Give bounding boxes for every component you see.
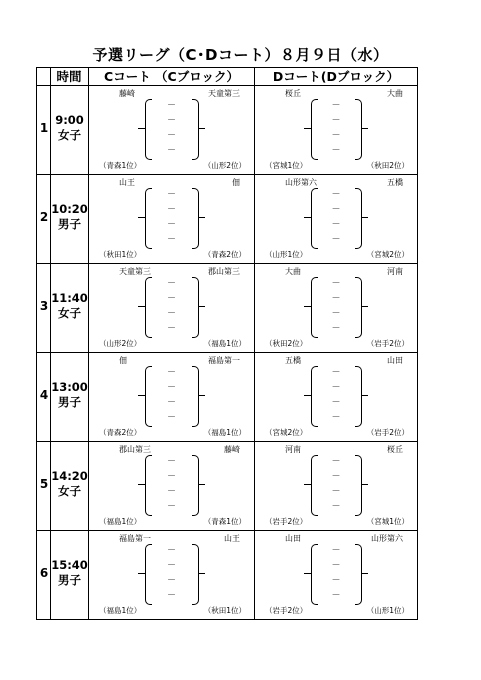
bracket-tick <box>361 128 368 129</box>
score-dash: － <box>331 383 341 393</box>
header-court-c: Cコート （Cブロック） <box>104 69 239 84</box>
right-bracket <box>192 99 199 160</box>
match-time: 11:40 <box>51 291 88 305</box>
divider <box>37 441 417 442</box>
divider <box>88 68 89 619</box>
team-seed: （秋田1位） <box>203 606 246 615</box>
score-dash: － <box>166 116 176 126</box>
match-gender: 女子 <box>58 128 81 142</box>
bracket-tick <box>304 217 311 218</box>
team-seed: （山形2位） <box>203 161 246 170</box>
team-seed: （福島1位） <box>203 428 246 437</box>
team-name: 山形第六 <box>285 178 317 187</box>
right-bracket <box>192 455 199 516</box>
score-dash: － <box>331 220 341 230</box>
left-bracket <box>145 366 152 427</box>
team-name: 山王 <box>119 178 135 187</box>
team-seed: （秋田2位） <box>366 161 409 170</box>
right-bracket <box>192 277 199 338</box>
bracket-tick <box>138 217 145 218</box>
score-dash: － <box>331 591 341 601</box>
bracket-tick <box>361 306 368 307</box>
score-dash: － <box>331 205 341 215</box>
right-bracket <box>355 366 362 427</box>
left-bracket <box>311 277 318 338</box>
divider <box>254 68 255 619</box>
divider <box>37 85 417 86</box>
team-name: 郡山第三 <box>208 267 240 276</box>
score-dash: － <box>166 368 176 378</box>
score-dash: － <box>166 279 176 289</box>
score-dash: － <box>166 190 176 200</box>
team-name: 山王 <box>224 534 240 543</box>
right-bracket <box>355 188 362 249</box>
left-bracket <box>311 99 318 160</box>
right-bracket <box>355 544 362 605</box>
score-dash: － <box>166 309 176 319</box>
match-gender: 女子 <box>58 484 81 498</box>
score-dash: － <box>166 561 176 571</box>
team-seed: （青森2位） <box>99 428 142 437</box>
match-number: 5 <box>39 477 49 491</box>
score-dash: － <box>331 368 341 378</box>
match-time: 15:40 <box>51 558 88 572</box>
match-gender: 男子 <box>58 217 81 231</box>
match-number: 3 <box>39 299 49 313</box>
team-seed: （宮城2位） <box>366 250 409 259</box>
team-name: 天童第三 <box>208 89 240 98</box>
score-dash: － <box>166 235 176 245</box>
score-dash: － <box>166 324 176 334</box>
match-time: 13:00 <box>51 380 88 394</box>
left-bracket <box>145 99 152 160</box>
team-seed: （宮城2位） <box>265 428 308 437</box>
score-dash: － <box>166 220 176 230</box>
team-seed: （山形2位） <box>99 339 142 348</box>
divider <box>50 68 51 619</box>
bracket-tick <box>361 217 368 218</box>
bracket-tick <box>361 395 368 396</box>
match-number: 2 <box>39 210 49 224</box>
team-name: 桜丘 <box>285 89 301 98</box>
schedule-table <box>36 67 418 620</box>
score-dash: － <box>331 398 341 408</box>
left-bracket <box>311 188 318 249</box>
left-bracket <box>311 544 318 605</box>
score-dash: － <box>166 502 176 512</box>
right-bracket <box>355 99 362 160</box>
score-dash: － <box>331 576 341 586</box>
score-dash: － <box>331 324 341 334</box>
score-dash: － <box>331 502 341 512</box>
bracket-tick <box>304 573 311 574</box>
score-dash: － <box>331 561 341 571</box>
match-gender: 男子 <box>58 395 81 409</box>
match-gender: 女子 <box>58 306 81 320</box>
team-name: 佃 <box>119 356 127 365</box>
score-dash: － <box>166 457 176 467</box>
right-bracket <box>192 544 199 605</box>
score-dash: － <box>166 487 176 497</box>
team-seed: （山形1位） <box>366 606 409 615</box>
team-name: 藤崎 <box>224 445 240 454</box>
team-name: 佃 <box>232 178 240 187</box>
team-seed: （岩手2位） <box>366 428 409 437</box>
team-name: 五橋 <box>285 356 301 365</box>
page-title: 予選リーグ（C･Dコート）８月９日（水） <box>92 46 389 64</box>
divider <box>37 530 417 531</box>
right-bracket <box>355 277 362 338</box>
match-number: 4 <box>39 388 49 402</box>
left-bracket <box>145 188 152 249</box>
team-seed: （岩手2位） <box>265 517 308 526</box>
bracket-tick <box>138 573 145 574</box>
team-name: 山田 <box>387 356 403 365</box>
team-seed: （秋田1位） <box>99 250 142 259</box>
score-dash: － <box>331 279 341 289</box>
score-dash: － <box>166 383 176 393</box>
team-seed: （秋田2位） <box>265 339 308 348</box>
team-name: 大曲 <box>387 89 403 98</box>
bracket-tick <box>198 128 205 129</box>
bracket-tick <box>138 484 145 485</box>
team-seed: （青森2位） <box>203 250 246 259</box>
team-seed: （福島1位） <box>203 339 246 348</box>
score-dash: － <box>166 205 176 215</box>
right-bracket <box>192 366 199 427</box>
team-name: 山形第六 <box>371 534 403 543</box>
match-number: 1 <box>39 121 49 135</box>
team-seed: （福島1位） <box>99 606 142 615</box>
bracket-tick <box>198 484 205 485</box>
match-time: 14:20 <box>51 469 88 483</box>
match-time: 10:20 <box>51 202 88 216</box>
team-seed: （宮城1位） <box>265 161 308 170</box>
score-dash: － <box>166 101 176 111</box>
score-dash: － <box>166 546 176 556</box>
match-number: 6 <box>39 566 49 580</box>
team-seed: （福島1位） <box>99 517 142 526</box>
bracket-tick <box>138 306 145 307</box>
score-dash: － <box>331 472 341 482</box>
score-dash: － <box>166 413 176 423</box>
score-dash: － <box>166 146 176 156</box>
bracket-tick <box>198 395 205 396</box>
team-seed: （山形1位） <box>265 250 308 259</box>
score-dash: － <box>331 116 341 126</box>
team-name: 福島第一 <box>208 356 240 365</box>
score-dash: － <box>331 101 341 111</box>
score-dash: － <box>331 487 341 497</box>
left-bracket <box>145 544 152 605</box>
score-dash: － <box>331 457 341 467</box>
bracket-tick <box>138 395 145 396</box>
bracket-tick <box>304 306 311 307</box>
left-bracket <box>145 455 152 516</box>
team-name: 河南 <box>285 445 301 454</box>
score-dash: － <box>331 146 341 156</box>
score-dash: － <box>166 131 176 141</box>
team-seed: （岩手2位） <box>265 606 308 615</box>
bracket-tick <box>138 128 145 129</box>
team-seed: （宮城1位） <box>366 517 409 526</box>
score-dash: － <box>331 546 341 556</box>
team-seed: （岩手2位） <box>366 339 409 348</box>
team-name: 五橋 <box>387 178 403 187</box>
divider <box>37 174 417 175</box>
score-dash: － <box>166 591 176 601</box>
score-dash: － <box>331 294 341 304</box>
team-seed: （青森1位） <box>203 517 246 526</box>
right-bracket <box>192 188 199 249</box>
bracket-tick <box>198 573 205 574</box>
bracket-tick <box>361 484 368 485</box>
match-time: 9:00 <box>55 113 84 127</box>
team-name: 河南 <box>387 267 403 276</box>
bracket-tick <box>198 306 205 307</box>
team-name: 山田 <box>285 534 301 543</box>
score-dash: － <box>331 413 341 423</box>
team-name: 福島第一 <box>119 534 151 543</box>
team-name: 郡山第三 <box>119 445 151 454</box>
header-court-d: Dコート(Dブロック） <box>272 69 400 84</box>
divider <box>37 352 417 353</box>
team-name: 桜丘 <box>387 445 403 454</box>
left-bracket <box>311 366 318 427</box>
header-time: 時間 <box>56 69 82 84</box>
team-seed: （青森1位） <box>99 161 142 170</box>
bracket-tick <box>198 217 205 218</box>
divider <box>37 263 417 264</box>
score-dash: － <box>331 309 341 319</box>
bracket-tick <box>361 573 368 574</box>
score-dash: － <box>331 131 341 141</box>
team-name: 大曲 <box>285 267 301 276</box>
score-dash: － <box>331 190 341 200</box>
match-gender: 男子 <box>58 573 81 587</box>
score-dash: － <box>166 294 176 304</box>
bracket-tick <box>304 128 311 129</box>
score-dash: － <box>166 576 176 586</box>
score-dash: － <box>166 472 176 482</box>
left-bracket <box>311 455 318 516</box>
bracket-tick <box>304 484 311 485</box>
team-name: 藤崎 <box>119 89 135 98</box>
score-dash: － <box>166 398 176 408</box>
left-bracket <box>145 277 152 338</box>
score-dash: － <box>331 235 341 245</box>
bracket-tick <box>304 395 311 396</box>
right-bracket <box>355 455 362 516</box>
team-name: 天童第三 <box>119 267 151 276</box>
